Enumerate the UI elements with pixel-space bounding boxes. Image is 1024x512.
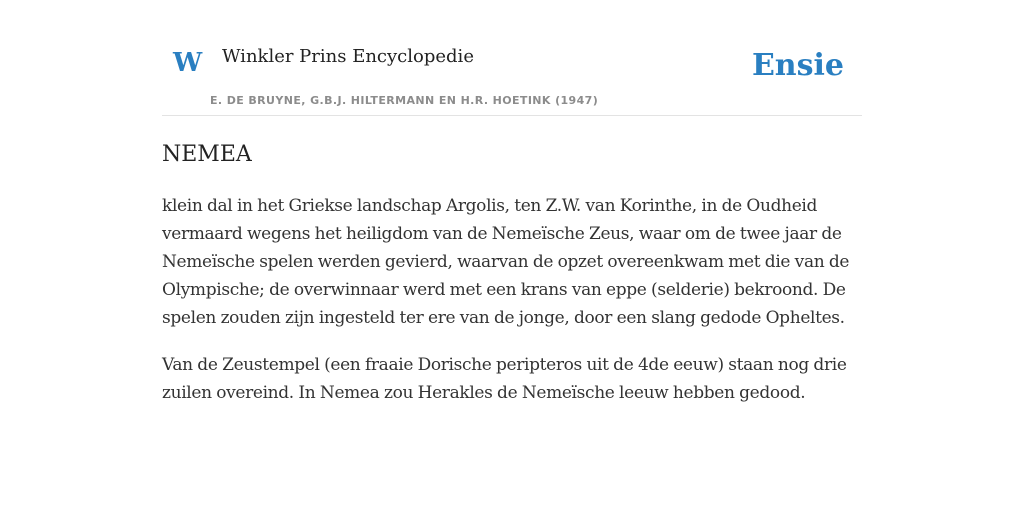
entry-paragraph: Van de Zeustempel (een fraaie Dorische peripteros uit de 4de eeuw) staan nog drie zuilen overeind. In Nemea zou Herakles de Nemeïsche leeuw hebben gedood. [162, 355, 847, 404]
ensie-logo[interactable]: Ensie [751, 48, 844, 83]
article-container [162, 0, 862, 407]
source-header [162, 0, 862, 116]
entry-title: NEMEA [162, 142, 252, 167]
entry-paragraph: klein dal in het Griekse landschap Argolis, ten Z.W. van Korinthe, in de Oudheid vermaard wegens het heiligdom van de Nemeïsche Zeus, waar om de twee jaar de Nemeïsche spelen werden gevierd, waarvan de opzet overeenkwam met die van de Olympische; de overwinnaar werd met een krans van eppe (selderie) bekroond. De spelen zouden zijn ingesteld ter ere van de jonge, door een slang gedode Opheltes. [162, 196, 850, 329]
source-title[interactable]: Winkler Prins Encyclopedie [222, 46, 474, 67]
source-authors: E. DE BRUYNE, G.B.J. HILTERMANN EN H.R. HOETINK (1947) [210, 94, 599, 107]
winkler-prins-logo[interactable]: W [173, 48, 203, 78]
